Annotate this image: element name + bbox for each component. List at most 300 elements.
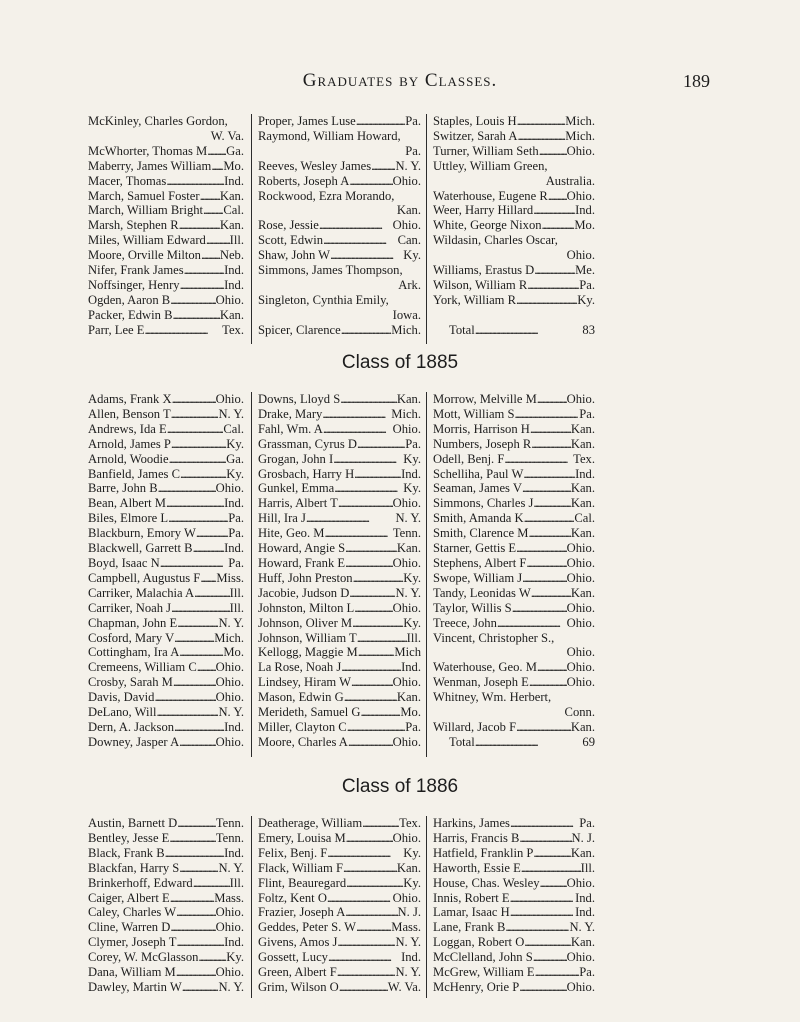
dot-leader [530, 422, 571, 437]
graduate-entry [433, 965, 595, 980]
graduate-state: Ind. [401, 660, 421, 675]
graduate-state: Ky. [403, 875, 421, 890]
graduate-name: Spicer, Clarence [258, 322, 341, 337]
graduate-entry [88, 920, 244, 935]
dot-leader [522, 481, 571, 496]
graduate-name: Noffsinger, Henry [88, 277, 180, 292]
graduate-state: Ohio. [392, 734, 421, 749]
graduate-state: Ga. [226, 451, 244, 466]
graduate-entry [88, 407, 244, 422]
class-1885-section [88, 392, 720, 757]
graduate-state: Mich. [214, 630, 244, 645]
graduate-state: Ky. [403, 481, 421, 496]
dot-leader [177, 616, 218, 631]
graduate-entry [258, 233, 421, 248]
graduate-state: Ohio. [392, 600, 421, 615]
graduate-state: Cal. [223, 203, 244, 218]
dot-leader [356, 920, 391, 935]
graduate-entry [88, 293, 244, 308]
graduate-state: Kan. [570, 421, 595, 436]
graduate-state: Ohio. [566, 248, 595, 263]
graduate-state: Neb. [219, 248, 244, 263]
dot-leader [533, 950, 567, 965]
dot-leader [345, 556, 393, 571]
graduate-state: Ohio. [566, 615, 595, 630]
graduate-entry [88, 735, 244, 750]
graduate-entry [433, 233, 595, 263]
graduate-entry [433, 129, 595, 144]
graduate-entry [433, 263, 595, 278]
graduate-entry [433, 481, 595, 496]
graduate-entry [88, 278, 244, 293]
graduate-name: Downey, Jasper A [88, 734, 180, 749]
dot-leader [170, 293, 215, 308]
graduate-state: Mass. [391, 920, 421, 935]
graduate-state: Ind. [575, 905, 595, 920]
graduate-entry [433, 203, 595, 218]
graduate-name: Simmons, Charles J [433, 496, 534, 511]
graduate-name: Lane, Frank B [433, 920, 506, 935]
dot-leader [354, 601, 392, 616]
dot-leader [327, 891, 393, 906]
graduate-entry [258, 556, 421, 571]
graduate-state: Ohio. [566, 541, 595, 556]
dot-leader [158, 481, 216, 496]
graduate-name: Dern, A. Jackson [88, 719, 175, 734]
graduate-entry [258, 935, 421, 950]
graduate-name: Mott, William S [433, 406, 515, 421]
page-header [0, 70, 800, 100]
dot-leader [173, 675, 216, 690]
graduate-name: Blackwell, Garrett B [88, 541, 193, 556]
dot-leader [170, 891, 215, 906]
graduate-state: Ill. [229, 585, 244, 600]
graduate-entry [433, 467, 595, 482]
dot-leader [179, 861, 218, 876]
graduate-name: Innis, Robert E [433, 890, 510, 905]
graduate-entry [433, 571, 595, 586]
graduate-state: Mo. [223, 158, 244, 173]
graduate-entry [88, 601, 244, 616]
graduate-name: Johnson, Oliver M [258, 615, 353, 630]
dot-leader [179, 218, 220, 233]
dot-leader [340, 392, 397, 407]
dot-leader [523, 467, 575, 482]
dot-leader [533, 203, 575, 218]
graduate-entry [88, 308, 244, 323]
graduate-entry [433, 831, 595, 846]
graduate-name: Arnold, James P [88, 436, 171, 451]
graduate-state: Ill. [229, 233, 244, 248]
graduate-entry [88, 496, 244, 511]
dot-leader [510, 905, 575, 920]
graduate-state: Kan. [570, 935, 595, 950]
graduate-entry [258, 675, 421, 690]
graduate-state: Mich. [391, 322, 421, 337]
graduate-state: Mich [394, 645, 421, 660]
dot-leader [529, 526, 571, 541]
graduate-state: Ind. [575, 203, 595, 218]
graduate-name: Cremeens, William C [88, 660, 197, 675]
graduate-entry [258, 905, 421, 920]
graduate-entry [258, 965, 421, 980]
graduate-name: Cottingham, Ira A [88, 645, 180, 660]
graduate-state: Ohio. [392, 218, 421, 233]
dot-leader [497, 616, 567, 631]
graduate-entry [433, 278, 595, 293]
graduate-name: Starner, Gettis E [433, 541, 517, 556]
dot-leader [537, 660, 567, 675]
dot-leader [169, 452, 227, 467]
dot-leader [516, 293, 577, 308]
graduate-entry [88, 616, 244, 631]
dot-leader [194, 586, 230, 601]
graduate-state: N. Y. [395, 935, 421, 950]
graduate-name: Numbers, Joseph R [433, 436, 532, 451]
dot-leader [327, 846, 403, 861]
graduate-entry [433, 586, 595, 601]
graduate-state: Kan. [396, 860, 421, 875]
graduate-name: Howard, Angie S [258, 541, 346, 556]
graduate-name: Waterhouse, Geo. M [433, 660, 537, 675]
dot-leader [341, 323, 392, 338]
graduate-entry [258, 323, 421, 338]
graduate-name: Downs, Lloyd S [258, 392, 341, 406]
graduate-name: McClelland, John S [433, 950, 533, 965]
graduate-state: Ind. [224, 845, 244, 860]
dot-leader [207, 144, 226, 159]
dot-leader [172, 392, 216, 407]
graduate-entry [258, 705, 421, 720]
graduate-entry [433, 218, 595, 233]
dot-leader [169, 831, 215, 846]
dot-leader [517, 114, 566, 129]
dot-leader [211, 159, 223, 174]
graduate-entry [433, 675, 595, 690]
dot-leader [170, 920, 215, 935]
graduate-entry [433, 631, 595, 661]
graduate-entry [433, 114, 595, 129]
dot-leader [349, 586, 395, 601]
graduate-name: Smith, Amanda K [433, 511, 524, 526]
graduate-entry [258, 876, 421, 891]
graduate-entry [433, 496, 595, 511]
graduate-state: N. Y. [395, 158, 421, 173]
graduate-entry [258, 422, 421, 437]
dot-leader [504, 452, 573, 467]
graduate-entry [258, 571, 421, 586]
top-section [88, 114, 720, 344]
graduate-name: Geddes, Peter S. W [258, 920, 357, 935]
graduate-name: Cosford, Mary V [88, 630, 175, 645]
dot-leader [168, 511, 228, 526]
graduate-state: Conn. [564, 705, 595, 720]
graduate-state: Ohio. [392, 675, 421, 690]
graduate-state: N. Y. [218, 615, 244, 630]
graduate-name: Black, Frank B [88, 845, 165, 860]
graduate-state: Kan. [219, 307, 244, 322]
class-1886-section [88, 816, 720, 998]
dot-leader [352, 616, 403, 631]
graduate-state: Ind. [401, 950, 421, 965]
dot-leader [324, 526, 392, 541]
graduate-name: Gunkel, Emma [258, 481, 335, 496]
graduate-name: Proper, James Luse [258, 114, 356, 128]
dot-leader [323, 422, 393, 437]
dot-leader [193, 876, 230, 891]
graduate-state: Ky. [403, 248, 421, 263]
graduate-state: Pa. [579, 406, 595, 421]
graduate-entry [433, 144, 595, 159]
dot-leader [196, 526, 228, 541]
dot-leader [193, 541, 224, 556]
total-row [433, 735, 595, 750]
graduate-state: Ohio. [215, 392, 244, 406]
graduate-name: Brinkerhoff, Edward [88, 875, 193, 890]
graduate-name: Smith, Clarence M [433, 526, 529, 541]
graduate-entry [88, 526, 244, 541]
class-1885-heading: Class of 1885 [341, 352, 459, 373]
name-column [251, 392, 421, 757]
dot-leader [522, 571, 566, 586]
graduate-entry [258, 114, 421, 129]
dot-leader [540, 876, 567, 891]
graduate-name: Harkins, James [433, 816, 510, 830]
graduate-name: Crosby, Sarah M [88, 675, 173, 690]
dot-leader [475, 735, 583, 750]
graduate-name: Swope, William J [433, 570, 523, 585]
graduate-entry [433, 293, 595, 308]
graduate-name: Howard, Frank E [258, 555, 346, 570]
graduate-state: Kan. [570, 845, 595, 860]
graduate-name: Wilson, William R [433, 277, 528, 292]
graduate-name: Loggan, Robert O [433, 935, 525, 950]
dot-leader [529, 675, 567, 690]
dot-leader [343, 861, 397, 876]
dot-leader [198, 950, 226, 965]
graduate-entry [433, 452, 595, 467]
graduate-name: Rockwood, Ezra Morando, [258, 188, 395, 203]
dot-leader [349, 174, 392, 189]
dot-leader [201, 248, 220, 263]
graduate-name: Lindsey, Hiram W [258, 675, 352, 690]
graduate-entry [88, 950, 244, 965]
dot-leader [531, 437, 571, 452]
graduate-name: Morris, Harrison H [433, 421, 530, 436]
dot-leader [167, 422, 224, 437]
graduate-state: Miss. [216, 570, 244, 585]
dot-leader [328, 950, 401, 965]
graduate-entry [88, 660, 244, 675]
graduate-name: Mason, Edwin G [258, 690, 344, 705]
graduate-entry [258, 735, 421, 750]
graduate-name: Grosbach, Harry H [258, 466, 355, 481]
graduate-state: Me. [575, 263, 595, 278]
graduate-name: Harris, Francis B [433, 830, 520, 845]
dot-leader [512, 601, 567, 616]
graduate-name: York, William R [433, 292, 517, 307]
name-column [426, 816, 595, 998]
graduate-state: Ind. [224, 541, 244, 556]
graduate-name: Scott, Edwin [258, 233, 324, 248]
graduate-state: Kan. [570, 436, 595, 451]
graduate-name: Deatherage, William [258, 816, 363, 830]
graduate-state: Ind. [401, 466, 421, 481]
graduate-name: Reeves, Wesley James [258, 158, 372, 173]
graduate-name: Hatfield, Franklin P [433, 845, 534, 860]
graduate-name: Flint, Beauregard [258, 875, 347, 890]
dot-leader [358, 645, 395, 660]
graduate-name: Switzer, Sarah A [433, 128, 518, 143]
graduate-state: Pa. [228, 511, 244, 526]
graduate-name: Arnold, Woodie [88, 451, 169, 466]
graduate-state: Pa. [228, 526, 244, 541]
graduate-entry [88, 392, 244, 407]
graduate-name: Raymond, William Howard, [258, 128, 401, 143]
graduate-name: Macer, Thomas [88, 173, 167, 188]
graduate-state: Kan. [219, 218, 244, 233]
graduate-name: Williams, Erastus D [433, 263, 535, 278]
graduate-entry [88, 218, 244, 233]
dot-leader [519, 831, 571, 846]
graduate-entry [433, 861, 595, 876]
graduate-state: Ind. [224, 719, 244, 734]
name-column [426, 392, 595, 757]
graduate-state: N. Y. [395, 511, 421, 526]
graduate-name: Grogan, John I [258, 451, 334, 466]
graduate-name: Cline, Warren D [88, 920, 171, 935]
graduate-entry [258, 980, 421, 995]
graduate-entry [258, 263, 421, 293]
graduate-state: Ohio. [566, 392, 595, 406]
graduate-state: Ky. [403, 615, 421, 630]
graduate-entry [433, 511, 595, 526]
dot-leader [323, 233, 397, 248]
graduate-entry [433, 541, 595, 556]
graduate-name: Bean, Albert M [88, 496, 166, 511]
graduate-state: Australia. [545, 173, 595, 188]
graduate-state: Tex. [399, 816, 421, 830]
dot-leader [356, 114, 405, 129]
graduate-name: Caiger, Albert E [88, 890, 170, 905]
graduate-entry [88, 467, 244, 482]
total-row [433, 323, 595, 338]
dot-leader [145, 323, 223, 338]
graduate-name: Maberry, James William [88, 158, 212, 173]
graduate-name: House, Chas. Wesley [433, 875, 540, 890]
graduate-state: Ky. [577, 292, 595, 307]
dot-leader [345, 541, 397, 556]
graduate-state: Ohio. [215, 292, 244, 307]
graduate-name: Gossett, Lucy [258, 950, 328, 965]
graduate-entry [88, 511, 244, 526]
graduate-state: N. Y. [218, 705, 244, 720]
graduate-state: Ohio. [392, 555, 421, 570]
dot-leader [166, 496, 224, 511]
graduate-name: White, George Nixon [433, 218, 542, 233]
graduate-state: W. Va. [387, 979, 421, 994]
graduate-entry [88, 203, 244, 218]
graduate-state: N. Y. [218, 860, 244, 875]
graduate-name: Moore, Charles A [258, 734, 348, 749]
graduate-state: W. Va. [210, 128, 244, 143]
graduate-entry [88, 144, 244, 159]
graduate-state: Kan. [570, 496, 595, 511]
graduate-name: Fahl, Wm. A [258, 421, 323, 436]
graduate-state: Mich. [391, 406, 421, 421]
graduate-state: Pa. [579, 816, 595, 830]
dot-leader [179, 735, 215, 750]
graduate-name: DeLano, Will [88, 705, 157, 720]
graduate-entry [433, 556, 595, 571]
graduate-entry [433, 935, 595, 950]
graduate-entry [88, 556, 244, 571]
graduate-entry [258, 920, 421, 935]
dot-leader [534, 263, 575, 278]
graduate-entry [88, 571, 244, 586]
graduate-state: Ill. [229, 875, 244, 890]
graduate-state: Ohio. [566, 979, 595, 994]
graduate-name: Harris, Albert T [258, 496, 338, 511]
graduate-name: Jacobie, Judson D [258, 585, 350, 600]
dot-leader [533, 846, 570, 861]
graduate-name: Marsh, Stephen R [88, 218, 179, 233]
graduate-name: Singleton, Cynthia Emily, [258, 292, 389, 307]
graduate-entry [433, 950, 595, 965]
graduate-entry [258, 846, 421, 861]
graduate-entry [88, 846, 244, 861]
graduate-state: Tenn. [215, 830, 244, 845]
graduate-entry [258, 831, 421, 846]
graduate-entry [88, 876, 244, 891]
dot-leader [180, 278, 224, 293]
dot-leader [344, 690, 397, 705]
dot-leader [539, 144, 567, 159]
dot-leader [516, 541, 567, 556]
graduate-state: Kan. [396, 392, 421, 406]
graduate-name: McKinley, Charles Gordon, [88, 114, 228, 128]
dot-leader [542, 218, 575, 233]
dot-leader [157, 705, 219, 720]
graduate-state: Ohio. [392, 421, 421, 436]
graduate-name: Johnson, William T [258, 630, 357, 645]
dot-leader [347, 720, 406, 735]
dot-leader [535, 965, 580, 980]
graduate-name: Davis, David [88, 690, 155, 705]
graduate-entry [433, 846, 595, 861]
graduate-state: Kan. [570, 526, 595, 541]
dot-leader [337, 965, 396, 980]
dot-leader [177, 816, 216, 831]
graduate-state: N. Y. [395, 585, 421, 600]
graduate-name: Emery, Louisa M [258, 830, 346, 845]
graduate-state: Pa. [405, 114, 421, 128]
dot-leader [518, 129, 566, 144]
graduate-entry [88, 541, 244, 556]
graduate-state: Pa. [228, 555, 244, 570]
graduate-entry [258, 189, 421, 219]
dot-leader [180, 467, 226, 482]
graduate-state: Cal. [574, 511, 595, 526]
graduate-entry [433, 905, 595, 920]
dot-leader [176, 935, 224, 950]
graduate-state: Ohio. [566, 555, 595, 570]
graduate-state: Ind. [224, 935, 244, 950]
graduate-state: Ohio. [566, 950, 595, 965]
graduate-entry [258, 816, 421, 831]
graduate-entry [433, 437, 595, 452]
graduate-entry [88, 189, 244, 204]
